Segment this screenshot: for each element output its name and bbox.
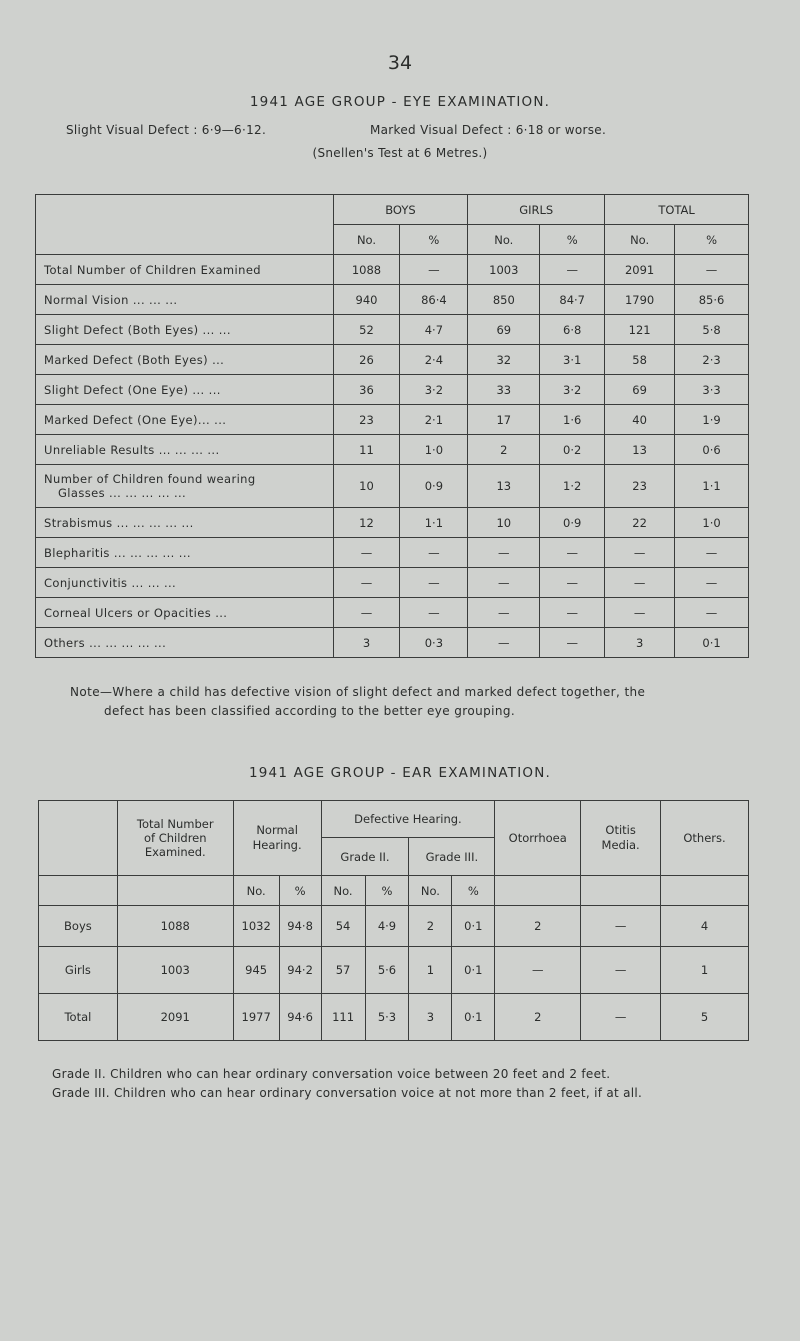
sub-header: % (365, 876, 409, 906)
table-cell: 22 (605, 508, 675, 538)
table-cell: 5 (661, 994, 749, 1041)
ear-table-row (39, 947, 749, 994)
table-cell: — (400, 255, 468, 285)
row-label: Corneal Ulcers or Opacities ... (36, 598, 334, 628)
eye-note-line1: Note—Where a child has defective vision of slight defect and marked defect together, the (70, 685, 646, 699)
sub-header: % (452, 876, 495, 906)
table-cell: 13 (605, 435, 675, 465)
row-label: Slight Defect (One Eye) ... ... (36, 375, 334, 405)
row-label: Marked Defect (Both Eyes) ... (36, 345, 334, 375)
eye-heading: 1941 AGE GROUP - EYE EXAMINATION. (249, 94, 551, 110)
row-label: Boys (39, 906, 118, 947)
marked-defect-definition: Marked Visual Defect : 6·18 or worse. (370, 123, 607, 137)
ear-heading: 1941 AGE GROUP - EAR EXAMINATION. (248, 765, 552, 781)
eye-table-row (36, 435, 749, 465)
table-cell: — (675, 568, 749, 598)
header-line: Normal (256, 823, 298, 837)
table-cell: 0·3 (400, 628, 468, 658)
otorrhoea-header: Otorrhoea (495, 801, 581, 876)
table-cell: 1790 (605, 285, 675, 315)
table-cell: 1·9 (675, 405, 749, 435)
table-cell: 1·0 (675, 508, 749, 538)
table-cell: 17 (468, 405, 540, 435)
eye-table-row (36, 345, 749, 375)
table-cell: 0·9 (400, 465, 468, 508)
snellen-note: (Snellen's Test at 6 Metres.) (312, 146, 488, 160)
table-cell: 54 (321, 906, 365, 947)
table-cell: 23 (333, 405, 400, 435)
table-cell: 0·6 (675, 435, 749, 465)
table-cell: 6·8 (540, 315, 605, 345)
table-cell: 4·7 (400, 315, 468, 345)
table-cell: — (675, 538, 749, 568)
empty-cell (661, 876, 749, 906)
eye-note-line2: defect has been classified according to the better eye grouping. (104, 704, 516, 718)
row-label: Girls (39, 947, 118, 994)
ear-table-row (39, 994, 749, 1041)
table-cell: 0·1 (452, 947, 495, 994)
table-cell: — (468, 598, 540, 628)
table-cell: — (495, 947, 581, 994)
table-cell: 1·6 (540, 405, 605, 435)
table-cell: 2·3 (675, 345, 749, 375)
row-label: Normal Vision ... ... ... (36, 285, 334, 315)
table-cell: — (675, 598, 749, 628)
table-cell: 2·1 (400, 405, 468, 435)
row-label: Others ... ... ... ... ... (36, 628, 334, 658)
table-cell: 3·3 (675, 375, 749, 405)
table-cell: — (540, 255, 605, 285)
sub-header: No. (333, 225, 400, 255)
table-cell: — (605, 568, 675, 598)
table-cell: 1·2 (540, 465, 605, 508)
header-line: Otitis (605, 823, 636, 837)
table-cell: 94·6 (279, 994, 321, 1041)
table-cell: 850 (468, 285, 540, 315)
table-cell: 0·1 (452, 994, 495, 1041)
table-cell: 1088 (333, 255, 400, 285)
table-cell: 94·8 (279, 906, 321, 947)
empty-cell (39, 876, 118, 906)
table-cell: 1088 (117, 906, 233, 947)
table-cell: — (605, 598, 675, 628)
table-cell: 85·6 (675, 285, 749, 315)
empty-cell (581, 876, 661, 906)
eye-table-row (36, 598, 749, 628)
ear-header-row (39, 801, 749, 838)
eye-table-row (36, 538, 749, 568)
sub-header: % (675, 225, 749, 255)
row-label: Total Number of Children Examined (36, 255, 334, 285)
table-cell: 10 (333, 465, 400, 508)
table-cell: 3 (409, 994, 452, 1041)
table-cell: 5·6 (365, 947, 409, 994)
table-cell: — (581, 947, 661, 994)
slight-defect-definition: Slight Visual Defect : 6·9—6·12. (66, 123, 267, 137)
table-cell: — (333, 598, 400, 628)
table-cell: 3 (605, 628, 675, 658)
table-cell: — (468, 538, 540, 568)
table-cell: 3·1 (540, 345, 605, 375)
page-number: 34 (387, 52, 413, 74)
table-cell: 94·2 (279, 947, 321, 994)
table-cell: 1003 (117, 947, 233, 994)
table-cell: 52 (333, 315, 400, 345)
table-cell: — (468, 568, 540, 598)
table-cell: 940 (333, 285, 400, 315)
sub-header: No. (468, 225, 540, 255)
table-cell: 0·1 (675, 628, 749, 658)
grade3-note: Grade III. Children who can hear ordinary conversation voice at not more than 2 feet, if at all. (52, 1086, 643, 1100)
table-cell: 0·1 (452, 906, 495, 947)
grade2-note: Grade II. Children who can hear ordinary conversation voice between 20 feet and 2 feet. (52, 1067, 611, 1081)
table-cell: 4·9 (365, 906, 409, 947)
table-cell: 23 (605, 465, 675, 508)
table-cell: 1·0 (400, 435, 468, 465)
table-cell: 1 (409, 947, 452, 994)
normal-hearing-header (233, 801, 321, 876)
row-label: Marked Defect (One Eye)... ... (36, 405, 334, 435)
table-cell: 10 (468, 508, 540, 538)
eye-label-header (36, 195, 334, 255)
header-line: Hearing. (252, 838, 302, 852)
table-cell: 4 (661, 906, 749, 947)
table-cell: 2 (468, 435, 540, 465)
others-header: Others. (661, 801, 749, 876)
table-cell: 1003 (468, 255, 540, 285)
table-cell: 32 (468, 345, 540, 375)
header-line: Media. (601, 838, 640, 852)
table-cell: 1032 (233, 906, 279, 947)
table-cell: 1·1 (675, 465, 749, 508)
row-label: Unreliable Results ... ... ... ... (36, 435, 334, 465)
eye-table-row (36, 568, 749, 598)
header-line: Total Number (136, 817, 214, 831)
table-cell: 2·4 (400, 345, 468, 375)
table-cell: 2091 (117, 994, 233, 1041)
table-cell: 2 (495, 994, 581, 1041)
table-cell: — (540, 598, 605, 628)
table-cell: — (400, 598, 468, 628)
ear-examination-table (38, 800, 749, 1041)
eye-table-row (36, 285, 749, 315)
table-cell: 5·3 (365, 994, 409, 1041)
table-cell: 3 (333, 628, 400, 658)
boys-header: BOYS (333, 195, 468, 225)
row-label: Blepharitis ... ... ... ... ... (36, 538, 334, 568)
table-cell: — (581, 906, 661, 947)
eye-table-row (36, 465, 749, 508)
table-cell: 3·2 (400, 375, 468, 405)
table-cell: 2 (409, 906, 452, 947)
table-cell: 1 (661, 947, 749, 994)
eye-table-row (36, 508, 749, 538)
table-cell: 69 (605, 375, 675, 405)
table-cell: 11 (333, 435, 400, 465)
otitis-media-header (581, 801, 661, 876)
table-cell: 945 (233, 947, 279, 994)
girls-header: GIRLS (468, 195, 605, 225)
grade2-header: Grade II. (321, 838, 409, 876)
ear-sub-header-row (39, 876, 749, 906)
ear-table-row (39, 906, 749, 947)
table-cell: 0·9 (540, 508, 605, 538)
table-cell: 57 (321, 947, 365, 994)
table-cell: 86·4 (400, 285, 468, 315)
table-cell: 12 (333, 508, 400, 538)
table-cell: 5·8 (675, 315, 749, 345)
row-label: Strabismus ... ... ... ... ... (36, 508, 334, 538)
row-label (36, 465, 334, 508)
row-label: Conjunctivitis ... ... ... (36, 568, 334, 598)
total-header: TOTAL (605, 195, 749, 225)
row-label-line: Glasses ... ... ... ... ... (58, 486, 187, 500)
table-cell: 69 (468, 315, 540, 345)
sub-header: % (540, 225, 605, 255)
total-number-header (117, 801, 233, 876)
empty-cell (495, 876, 581, 906)
sub-header: % (279, 876, 321, 906)
table-cell: 36 (333, 375, 400, 405)
eye-table-row (36, 375, 749, 405)
table-cell: 40 (605, 405, 675, 435)
empty-cell (117, 876, 233, 906)
row-label-line: Number of Children found wearing (44, 472, 256, 486)
ear-corner-cell (39, 801, 118, 876)
table-cell: 111 (321, 994, 365, 1041)
table-cell: 13 (468, 465, 540, 508)
table-cell: 121 (605, 315, 675, 345)
table-cell: 2 (495, 906, 581, 947)
defective-hearing-header: Defective Hearing. (321, 801, 495, 838)
sub-header: No. (233, 876, 279, 906)
table-cell: 1977 (233, 994, 279, 1041)
table-cell: 1·1 (400, 508, 468, 538)
table-cell: 84·7 (540, 285, 605, 315)
table-cell: — (333, 568, 400, 598)
grade3-header: Grade III. (409, 838, 495, 876)
eye-table-row (36, 315, 749, 345)
header-line: Examined. (144, 845, 206, 859)
table-cell: 33 (468, 375, 540, 405)
table-cell: 3·2 (540, 375, 605, 405)
table-cell: — (400, 568, 468, 598)
table-cell: — (540, 538, 605, 568)
table-cell: — (581, 994, 661, 1041)
sub-header: % (400, 225, 468, 255)
table-cell: 2091 (605, 255, 675, 285)
eye-examination-table (35, 194, 749, 658)
table-cell: — (540, 628, 605, 658)
eye-table-row (36, 628, 749, 658)
table-cell: 26 (333, 345, 400, 375)
sub-header: No. (605, 225, 675, 255)
header-line: of Children (143, 831, 207, 845)
sub-header: No. (409, 876, 452, 906)
table-cell: 0·2 (540, 435, 605, 465)
table-cell: — (675, 255, 749, 285)
table-cell: — (605, 538, 675, 568)
row-label: Total (39, 994, 118, 1041)
table-cell: — (540, 568, 605, 598)
eye-table-row (36, 255, 749, 285)
eye-table-row (36, 405, 749, 435)
table-cell: 58 (605, 345, 675, 375)
eye-group-header-row (36, 195, 749, 225)
table-cell: — (400, 538, 468, 568)
row-label: Slight Defect (Both Eyes) ... ... (36, 315, 334, 345)
table-cell: — (468, 628, 540, 658)
sub-header: No. (321, 876, 365, 906)
table-cell: — (333, 538, 400, 568)
